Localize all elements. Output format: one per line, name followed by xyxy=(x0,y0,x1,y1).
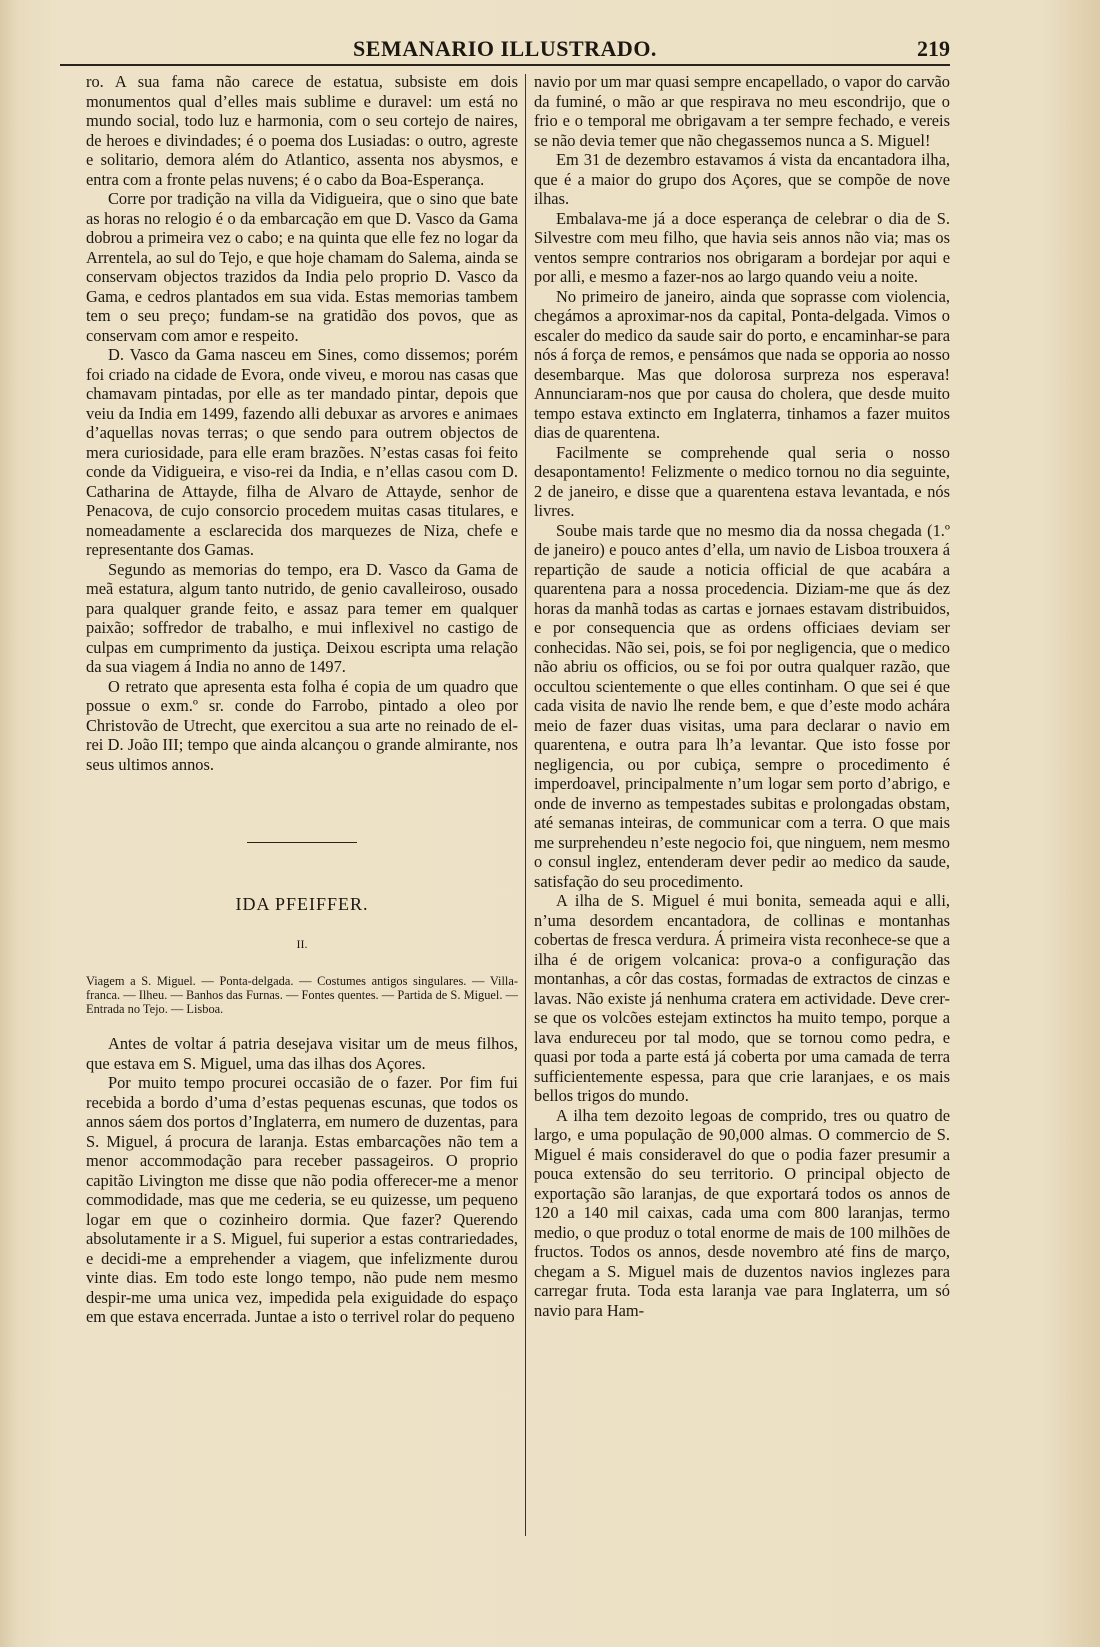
article-title: IDA PFEIFFER. xyxy=(235,894,369,914)
paragraph: Facilmente se comprehende qual seria o nosso desapontamento! Felizmente o medico tornou no dia seguinte, 2 de janeiro, e disse que a quarentena estava levantada, e nós livres. xyxy=(534,442,950,520)
paragraph: Por muito tempo procurei occasião de o fazer. Por fim fui recebida a bordo d’uma d’estas pequenas escunas, que todos os annos sáem dos portos d’Inglaterra, em numero de duzentas, para S. Miguel, á procura de laranja. Estas embarcações não tem a menor accommodação para receber passageiros. O proprio capitão Livington me disse que não podia offerecer-me a menor commodidade, mas que me cederia, se eu quizesse, um pequeno logar em que o cozinheiro dormia. Que fazer? Querendo absolutamente ir a S. Miguel, fui superior a estas contrariedades, e decidi-me a emprehender a viagem, que infelizmente durou vinte dias. Em todo este longo tempo, não pude nem mesmo despir-me uma unica vez, impedida pela exiguidade do espaço em que estava encerrada. Juntae a isto o terrivel rolar do pequeno xyxy=(86,1073,518,1326)
paragraph: Corre por tradição na villa da Vidigueira, que o sino que bate as horas no relogio é o da embarcação em que D. Vasco da Gama dobrou a primeira vez o cabo; e na quinta que elle fez no logar da Arrentela, ao sul do Tejo, e que hoje chamam do Salema, ainda se conservam objectos trazidos da India pelo proprio D. Vasco da Gama, e cedros plantados em sua vida. Estas memorias tambem tem o seu preço; fundam-se na gratidão dos povos, que as conservam com amor e respeito. xyxy=(86,189,518,345)
paragraph: O retrato que apresenta esta folha é copia de um quadro que possue o exm.º sr. conde do Farrobo, pintado a oleo por Christovão de Utrecht, que exercitou a sua arte no reinado de el-rei D. João III; tempo que ainda alcançou o grande almirante, nos seus ultimos annos. xyxy=(86,676,518,774)
paragraph: D. Vasco da Gama nasceu em Sines, como dissemos; porém foi criado na cidade de Evora, onde viveu, e morou nas casas que chamavam pintadas, por elle as ter mandado pintar, depois que veiu da India em 1499, fazendo alli debuxar as arvores e animaes d’aquellas novas terras; o que sendo para outrem objectos de mera curiosidade, para elle eram brazões. N’estas casas foi feito conde da Vidigueira, e viso-rei da India, e n’ellas casou com D. Catharina de Attayde, filha de Alvaro de Attayde, senhor de Penacova, de cujo consorcio procedem muitas casas titulares, e nomeadamente a esclarecida dos marquezes de Niza, chefe e representante dos Gamas. xyxy=(86,345,518,559)
paragraph: navio por um mar quasi sempre encapellado, o vapor do carvão da fuminé, o mão ar que respirava no meu escondrijo, que o frio e o temporal me obrigavam a ter sempre fechado, e vereis se não devia temer que não chegassemos nunca a S. Miguel! xyxy=(534,72,950,150)
section-separator xyxy=(247,842,357,843)
right-column xyxy=(534,72,950,1320)
running-title: SEMANARIO ILLUSTRADO. xyxy=(353,36,657,61)
paragraph: Embalava-me já a doce esperança de celebrar o dia de S. Silvestre com meu filho, que havia seis annos não via; mas os ventos sempre contrarios nos obrigaram a bordejar por aqui e por alli, e mesmo a fazer-nos ao largo quando veiu a noite. xyxy=(534,208,950,286)
paragraph: A ilha de S. Miguel é mui bonita, semeada aqui e alli, n’uma desordem encantadora, de collinas e montanhas cobertas de fresca verdura. Á primeira vista reconhece-se que a ilha é de origem volcanica: prova-o a configuração das montanhas, a côr das costas, formadas de extractos de cinzas e lavas. Não existe já nenhuma cratera em actividade. Deve crer-se que os volcões estejam extinctos ha muito tempo, porque a lava endureceu por tal modo, que se tornou como pedra, e quasi por toda a parte está já coberta por uma camada de terra sufficientemente espessa, para que crie laranjaes, e os mais bellos trigos do mundo. xyxy=(534,891,950,1105)
paragraph: Em 31 de dezembro estavamos á vista da encantadora ilha, que é a maior do grupo dos Açores, que se compõe de nove ilhas. xyxy=(534,150,950,208)
page-number: 219 xyxy=(917,36,950,61)
part-number: II. xyxy=(296,936,308,951)
paragraph: Segundo as memorias do tempo, era D. Vasco da Gama de meã estatura, algum tanto nutrido, de genio cavalleiroso, ousado para qualquer grande feito, e assaz para temer em qualquer paixão; soffredor de trabalho, e mui inflexivel no castigo de culpas em cumprimento da justiça. Deixou escripta uma relação da sua viagem á India no anno de 1497. xyxy=(86,559,518,676)
paragraph: ro. A sua fama não carece de estatua, subsiste em dois monumentos qual d’elles mais sublime e duravel: um está no mundo social, todo luz e harmonia, com o seu cortejo de naires, de heroes e divindades; é o poema dos Lusiadas: o outro, agreste e solitario, demora além do Atlantico, assenta nos abysmos, e entra com a fronte pelas nuvens; é o cabo da Boa-Esperança. xyxy=(86,72,518,189)
left-column xyxy=(86,72,518,1327)
paragraph: Soube mais tarde que no mesmo dia da nossa chegada (1.º de janeiro) e pouco antes d’ella, um navio de Lisboa trouxera á repartição de saude a noticia official de que acabára a quarentena para a nossa procedencia. Diziam-me que ás dez horas da manhã todas as cartas e jornaes estavam distribuidos, e por consequencia que as ordens officiaes deviam ser conhecidas. Não sei, pois, se foi por negligencia, que o medico não abriu os officios, ou se foi por outra qualquer razão, que occultou scientemente o que elles continham. O que sei é que cada visita de navio lhe rende bem, e que d’este modo achára meio de fazer duas visitas, uma para declarar o navio em quarentena, e outra para lh’a levantar. Que isto fosse por negligencia, ou por cubiça, sempre o procedimento é imperdoavel, principalmente n’um logar sem porto d’abrigo, e onde de inverno as tempestades subitas e prolongadas obstam, até semanas inteiras, de communicar com a terra. O que mais me surprehendeu n’este negocio foi, que ninguem, nem mesmo o consul inglez, entenderam dever pedir ao medico da saude, satisfação do seu procedimento. xyxy=(534,520,950,891)
paragraph: A ilha tem dezoito legoas de comprido, tres ou quatro de largo, e uma população de 90,000 almas. O commercio de S. Miguel é mais consideravel do que o podia fazer presumir a pouca extensão do seu territorio. O principal objecto de exportação são laranjas, de que exportará todos os annos de 120 a 140 mil caixas, cada uma com 800 laranjas, termo medio, o que produz o total enorme de mais de 100 milhões de fructos. Todos os annos, desde novembro até fins de março, chegam a S. Miguel mais de duzentos navios inglezes para carregar fruta. Toda esta laranja vae para Inglaterra, um só navio para Ham- xyxy=(534,1105,950,1320)
page-header xyxy=(60,30,950,66)
paragraph: Antes de voltar á patria desejava visitar um de meus filhos, que estava em S. Miguel, uma das ilhas dos Açores. xyxy=(86,1034,518,1073)
paragraph: No primeiro de janeiro, ainda que soprasse com violencia, chegámos a aproximar-nos da capital, Ponta-delgada. Vimos o escaler do medico da saude sair do porto, e encaminhar-se para nós á força de remos, e pensámos que nada se opporia ao nosso desembarque. Mas que dolorosa surpreza nos esperava! Annunciaram-nos que por causa do cholera, que desde muito tempo estava extincto em Inglaterra, tinhamos a fazer muitos dias de quarentena. xyxy=(534,286,950,442)
column-divider xyxy=(525,74,526,1536)
article-summary: Viagem a S. Miguel. — Ponta-delgada. — Costumes antigos singulares. — Villa-franca. — Ilheu. — Banhos das Furnas. — Fontes quentes. — Partida de S. Miguel. — Entrada no Tejo. — Lisboa. xyxy=(86,974,518,1016)
